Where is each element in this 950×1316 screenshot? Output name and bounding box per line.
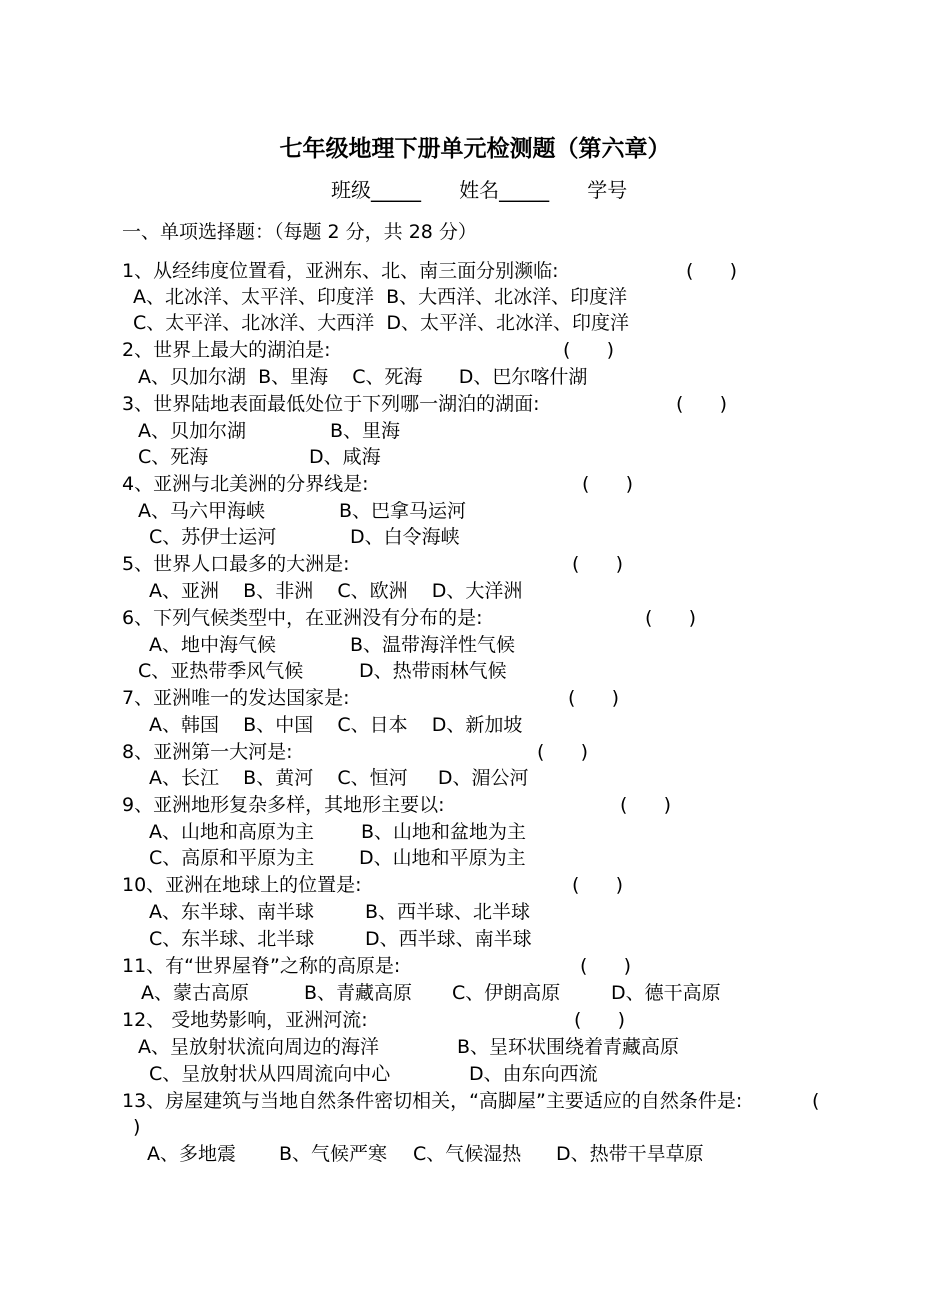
q12-option-c: C、呈放射状从四周流向中心 [149,1063,391,1085]
q11-option-b: B、青藏高原 [304,982,413,1004]
question-1: 1、从经纬度位置看，亚洲东、北、南三面分别濒临: [122,260,559,282]
question-6: 6、下列气候类型中，在亚洲没有分布的是: [122,607,483,629]
q5-options: A、亚洲 B、非洲 C、欧洲 D、大洋洲 [149,580,523,602]
question-8: 8、亚洲第一大河是: [122,741,293,763]
answer-bracket-13-close: ) [133,1116,141,1138]
question-13: 13、房屋建筑与当地自然条件密切相关，“高脚屋”主要适应的自然条件是: [122,1090,743,1112]
q12-option-b: B、呈环状围绕着青藏高原 [457,1036,680,1058]
answer-bracket-2: ( ) [563,339,615,361]
q8-options: A、长江 B、黄河 C、恒河 D、湄公河 [149,767,529,789]
q4-option-a: A、马六甲海峡 [138,500,265,522]
q10-option-b: B、西半球、北半球 [365,901,531,923]
q13-option-a: A、多地震 [147,1143,236,1165]
question-10: 10、亚洲在地球上的位置是: [122,874,362,896]
q9-option-c: C、高原和平原为主 [149,847,315,869]
q9-option-d: D、山地和平原为主 [359,847,526,869]
page-title: 七年级地理下册单元检测题（第六章） [279,136,671,162]
q6-option-d: D、热带雨林气候 [359,660,507,682]
answer-bracket-5: ( ) [572,553,624,575]
answer-bracket-4: ( ) [582,473,634,495]
answer-bracket-8: ( ) [537,741,589,763]
question-3: 3、世界陆地表面最低处位于下列哪一湖泊的湖面: [122,393,540,415]
q6-option-a: A、地中海气候 [149,634,276,656]
q11-option-d: D、德干高原 [611,982,721,1004]
q7-options: A、韩国 B、中国 C、日本 D、新加坡 [149,714,523,736]
q4-option-d: D、白令海峡 [350,526,460,548]
q13-option-b: B、气候严寒 [279,1143,388,1165]
q12-option-a: A、呈放射状流向周边的海洋 [138,1036,379,1058]
q13-option-d: D、热带干旱草原 [556,1143,704,1165]
q1-options-cd: C、太平洋、北冰洋、大西洋 D、太平洋、北冰洋、印度洋 [133,312,629,334]
q10-option-d: D、西半球、南半球 [365,928,532,950]
answer-bracket-6: ( ) [645,607,697,629]
q9-option-b: B、山地和盆地为主 [361,821,527,843]
q11-option-c: C、伊朗高原 [452,982,561,1004]
q3-option-b: B、里海 [330,420,401,442]
q6-option-c: C、亚热带季风气候 [138,660,304,682]
question-2: 2、世界上最大的湖泊是: [122,339,331,361]
q1-options-ab: A、北冰洋、太平洋、印度洋 B、大西洋、北冰洋、印度洋 [133,286,628,308]
answer-bracket-13-open: ( [812,1090,820,1112]
answer-bracket-1: ( ) [686,260,738,282]
q10-option-a: A、东半球、南半球 [149,901,314,923]
q4-option-b: B、巴拿马运河 [339,500,467,522]
q12-option-d: D、由东向西流 [469,1063,598,1085]
q6-option-b: B、温带海洋性气候 [350,634,516,656]
answer-bracket-11: ( ) [580,955,632,977]
answer-bracket-9: ( ) [620,794,672,816]
question-7: 7、亚洲唯一的发达国家是: [122,687,350,709]
q13-option-c: C、气候湿热 [413,1143,522,1165]
q2-options: A、贝加尔湖 B、里海 C、死海 D、巴尔喀什湖 [138,366,588,388]
student-info-line: 班级_____ 姓名_____ 学号 [331,178,628,202]
answer-bracket-3: ( ) [676,393,728,415]
answer-bracket-10: ( ) [572,874,624,896]
answer-bracket-12: ( ) [574,1009,626,1031]
q3-option-c: C、死海 [138,446,209,468]
answer-bracket-7: ( ) [568,687,620,709]
q11-option-a: A、蒙古高原 [141,982,249,1004]
q3-option-a: A、贝加尔湖 [138,420,246,442]
question-9: 9、亚洲地形复杂多样，其地形主要以: [122,794,445,816]
q4-option-c: C、苏伊士运河 [149,526,277,548]
section-heading: 一、单项选择题：（每题 2 分，共 28 分） [122,221,477,243]
question-11: 11、有“世界屋脊”之称的高原是: [122,955,401,977]
q9-option-a: A、山地和高原为主 [149,821,314,843]
question-5: 5、世界人口最多的大洲是: [122,553,350,575]
question-4: 4、亚洲与北美洲的分界线是: [122,473,369,495]
question-12: 12、 受地势影响，亚洲河流: [122,1009,368,1031]
q3-option-d: D、咸海 [309,446,381,468]
q10-option-c: C、东半球、北半球 [149,928,315,950]
